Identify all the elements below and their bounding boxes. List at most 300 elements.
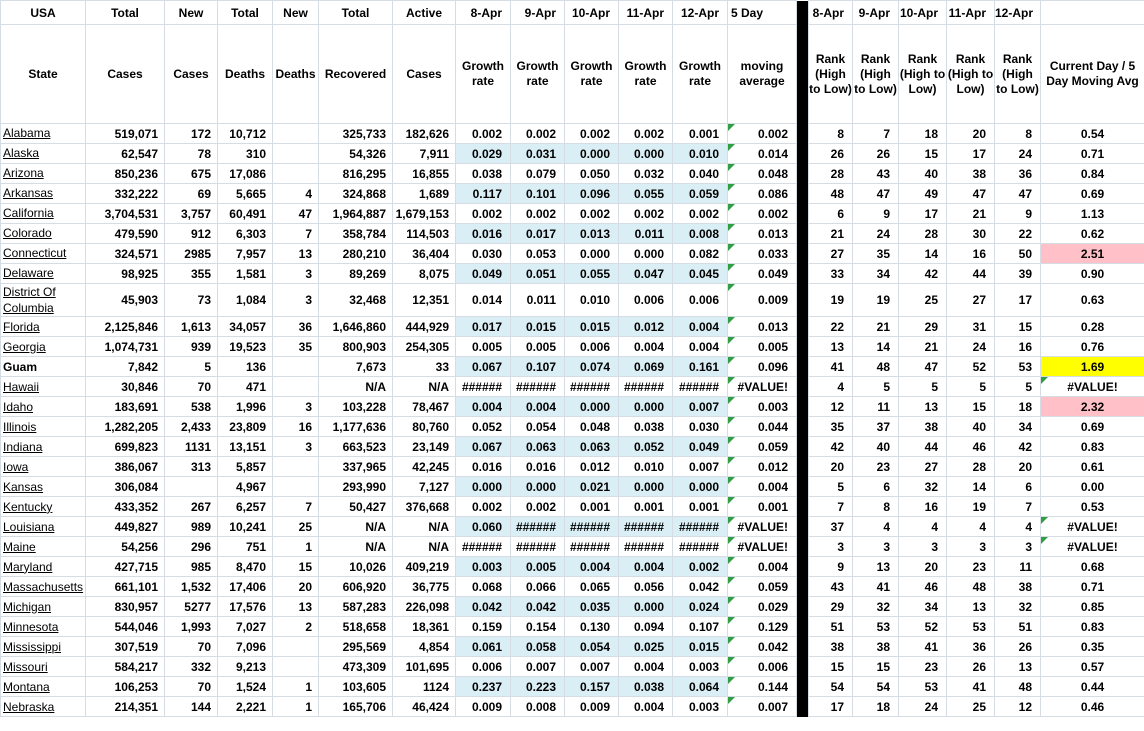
cell-growth-1[interactable]: 0.223 bbox=[511, 677, 565, 697]
cell-growth-2[interactable]: 0.013 bbox=[565, 224, 619, 244]
cell-growth-4[interactable]: 0.049 bbox=[673, 437, 728, 457]
cell-active-cases[interactable]: 12,351 bbox=[393, 284, 456, 317]
header-growth-date-9apr[interactable]: 9-Apr bbox=[511, 1, 565, 25]
header-growth-date-10apr[interactable]: 10-Apr bbox=[565, 1, 619, 25]
cell-moving-avg[interactable]: 0.003 bbox=[728, 397, 797, 417]
cell-growth-4[interactable]: 0.001 bbox=[673, 124, 728, 144]
cell-new-deaths[interactable]: 2 bbox=[273, 617, 319, 637]
cell-total-cases[interactable]: 1,282,205 bbox=[86, 417, 165, 437]
cell-total-deaths[interactable]: 17,576 bbox=[218, 597, 273, 617]
cell-growth-1[interactable]: ###### bbox=[511, 537, 565, 557]
cell-rank-1[interactable]: 11 bbox=[853, 397, 899, 417]
cell-growth-1[interactable]: 0.101 bbox=[511, 184, 565, 204]
cell-rank-0[interactable]: 22 bbox=[809, 317, 853, 337]
cell-state[interactable]: California bbox=[1, 204, 86, 224]
cell-total-cases[interactable]: 332,222 bbox=[86, 184, 165, 204]
cell-growth-4[interactable]: 0.059 bbox=[673, 184, 728, 204]
header-recovered[interactable]: Recovered bbox=[319, 25, 393, 124]
cell-growth-3[interactable]: 0.069 bbox=[619, 357, 673, 377]
cell-rank-3[interactable]: 15 bbox=[947, 397, 995, 417]
cell-recovered[interactable]: N/A bbox=[319, 377, 393, 397]
cell-rank-0[interactable]: 20 bbox=[809, 457, 853, 477]
header-total-deaths[interactable]: Deaths bbox=[218, 25, 273, 124]
cell-new-deaths[interactable] bbox=[273, 477, 319, 497]
cell-new-cases[interactable]: 1,613 bbox=[165, 317, 218, 337]
cell-growth-1[interactable]: 0.066 bbox=[511, 577, 565, 597]
cell-new-cases[interactable]: 2985 bbox=[165, 244, 218, 264]
cell-total-cases[interactable]: 214,351 bbox=[86, 697, 165, 717]
cell-new-deaths[interactable] bbox=[273, 457, 319, 477]
cell-rank-1[interactable]: 37 bbox=[853, 417, 899, 437]
cell-new-deaths[interactable]: 7 bbox=[273, 497, 319, 517]
cell-rank-0[interactable]: 17 bbox=[809, 697, 853, 717]
cell-rank-1[interactable]: 23 bbox=[853, 457, 899, 477]
cell-total-cases[interactable]: 62,547 bbox=[86, 144, 165, 164]
cell-total-cases[interactable]: 307,519 bbox=[86, 637, 165, 657]
cell-moving-avg[interactable]: 0.044 bbox=[728, 417, 797, 437]
cell-rank-3[interactable]: 21 bbox=[947, 204, 995, 224]
header-current-day-ratio[interactable]: Current Day / 5 Day Moving Avg bbox=[1041, 25, 1144, 124]
cell-recovered[interactable]: 50,427 bbox=[319, 497, 393, 517]
header-growth-rate-4[interactable]: Growth rate bbox=[673, 25, 728, 124]
cell-growth-0[interactable]: 0.068 bbox=[456, 577, 511, 597]
cell-new-cases[interactable]: 5 bbox=[165, 357, 218, 377]
cell-new-deaths[interactable]: 35 bbox=[273, 337, 319, 357]
cell-rank-3[interactable]: 26 bbox=[947, 657, 995, 677]
cell-ratio[interactable]: 2.51 bbox=[1041, 244, 1144, 264]
cell-new-cases[interactable]: 5277 bbox=[165, 597, 218, 617]
cell-growth-1[interactable]: 0.079 bbox=[511, 164, 565, 184]
cell-rank-4[interactable]: 26 bbox=[995, 637, 1041, 657]
cell-new-cases[interactable]: 1,993 bbox=[165, 617, 218, 637]
cell-moving-avg[interactable]: 0.004 bbox=[728, 557, 797, 577]
cell-rank-0[interactable]: 21 bbox=[809, 224, 853, 244]
cell-new-deaths[interactable] bbox=[273, 377, 319, 397]
cell-growth-2[interactable]: 0.054 bbox=[565, 637, 619, 657]
cell-active-cases[interactable]: 226,098 bbox=[393, 597, 456, 617]
cell-total-cases[interactable]: 2,125,846 bbox=[86, 317, 165, 337]
cell-new-deaths[interactable]: 16 bbox=[273, 417, 319, 437]
cell-growth-1[interactable]: 0.002 bbox=[511, 497, 565, 517]
cell-total-deaths[interactable]: 2,221 bbox=[218, 697, 273, 717]
cell-growth-0[interactable]: 0.042 bbox=[456, 597, 511, 617]
cell-rank-2[interactable]: 46 bbox=[899, 577, 947, 597]
cell-growth-2[interactable]: 0.130 bbox=[565, 617, 619, 637]
cell-rank-4[interactable]: 39 bbox=[995, 264, 1041, 284]
cell-growth-3[interactable]: 0.006 bbox=[619, 284, 673, 317]
cell-moving-avg[interactable]: 0.007 bbox=[728, 697, 797, 717]
cell-growth-3[interactable]: 0.004 bbox=[619, 657, 673, 677]
cell-active-cases[interactable]: 80,760 bbox=[393, 417, 456, 437]
cell-growth-3[interactable]: 0.004 bbox=[619, 557, 673, 577]
cell-recovered[interactable]: 165,706 bbox=[319, 697, 393, 717]
cell-rank-1[interactable]: 19 bbox=[853, 284, 899, 317]
cell-rank-1[interactable]: 5 bbox=[853, 377, 899, 397]
cell-growth-0[interactable]: 0.030 bbox=[456, 244, 511, 264]
cell-state[interactable]: Minnesota bbox=[1, 617, 86, 637]
cell-total-deaths[interactable]: 471 bbox=[218, 377, 273, 397]
cell-growth-3[interactable]: 0.004 bbox=[619, 697, 673, 717]
cell-rank-3[interactable]: 19 bbox=[947, 497, 995, 517]
cell-new-deaths[interactable] bbox=[273, 124, 319, 144]
cell-rank-2[interactable]: 20 bbox=[899, 557, 947, 577]
cell-new-cases[interactable]: 267 bbox=[165, 497, 218, 517]
cell-growth-3[interactable]: ###### bbox=[619, 517, 673, 537]
cell-growth-3[interactable]: 0.001 bbox=[619, 497, 673, 517]
header-total-cases-top[interactable]: Total bbox=[86, 1, 165, 25]
cell-growth-0[interactable]: 0.067 bbox=[456, 357, 511, 377]
cell-growth-4[interactable]: 0.161 bbox=[673, 357, 728, 377]
cell-growth-0[interactable]: 0.005 bbox=[456, 337, 511, 357]
cell-growth-1[interactable]: 0.016 bbox=[511, 457, 565, 477]
cell-active-cases[interactable]: 376,668 bbox=[393, 497, 456, 517]
cell-rank-3[interactable]: 38 bbox=[947, 164, 995, 184]
cell-active-cases[interactable]: 46,424 bbox=[393, 697, 456, 717]
cell-rank-0[interactable]: 33 bbox=[809, 264, 853, 284]
cell-ratio[interactable]: 0.84 bbox=[1041, 164, 1144, 184]
cell-growth-1[interactable]: 0.107 bbox=[511, 357, 565, 377]
cell-rank-3[interactable]: 14 bbox=[947, 477, 995, 497]
cell-growth-4[interactable]: 0.107 bbox=[673, 617, 728, 637]
cell-active-cases[interactable]: 114,503 bbox=[393, 224, 456, 244]
cell-ratio[interactable]: 0.54 bbox=[1041, 124, 1144, 144]
cell-total-cases[interactable]: 106,253 bbox=[86, 677, 165, 697]
cell-rank-3[interactable]: 17 bbox=[947, 144, 995, 164]
cell-growth-1[interactable]: 0.008 bbox=[511, 697, 565, 717]
cell-growth-3[interactable]: 0.000 bbox=[619, 397, 673, 417]
cell-growth-2[interactable]: 0.000 bbox=[565, 244, 619, 264]
cell-state[interactable]: Hawaii bbox=[1, 377, 86, 397]
cell-rank-2[interactable]: 5 bbox=[899, 377, 947, 397]
cell-growth-1[interactable]: 0.031 bbox=[511, 144, 565, 164]
cell-total-deaths[interactable]: 1,084 bbox=[218, 284, 273, 317]
header-growth-rate-1[interactable]: Growth rate bbox=[511, 25, 565, 124]
cell-growth-0[interactable]: 0.067 bbox=[456, 437, 511, 457]
cell-rank-4[interactable]: 5 bbox=[995, 377, 1041, 397]
cell-growth-4[interactable]: ###### bbox=[673, 537, 728, 557]
cell-rank-2[interactable]: 3 bbox=[899, 537, 947, 557]
cell-rank-0[interactable]: 8 bbox=[809, 124, 853, 144]
header-new-cases-top[interactable]: New bbox=[165, 1, 218, 25]
cell-growth-0[interactable]: 0.000 bbox=[456, 477, 511, 497]
cell-recovered[interactable]: 89,269 bbox=[319, 264, 393, 284]
cell-ratio[interactable]: 0.90 bbox=[1041, 264, 1144, 284]
cell-moving-avg[interactable]: #VALUE! bbox=[728, 517, 797, 537]
cell-rank-2[interactable]: 4 bbox=[899, 517, 947, 537]
cell-ratio[interactable]: #VALUE! bbox=[1041, 537, 1144, 557]
cell-moving-avg[interactable]: 0.013 bbox=[728, 317, 797, 337]
cell-rank-2[interactable]: 42 bbox=[899, 264, 947, 284]
cell-growth-4[interactable]: 0.004 bbox=[673, 337, 728, 357]
cell-growth-4[interactable]: 0.015 bbox=[673, 637, 728, 657]
cell-new-deaths[interactable] bbox=[273, 357, 319, 377]
cell-rank-1[interactable]: 15 bbox=[853, 657, 899, 677]
cell-growth-4[interactable]: 0.004 bbox=[673, 317, 728, 337]
cell-rank-4[interactable]: 24 bbox=[995, 144, 1041, 164]
cell-growth-1[interactable]: 0.042 bbox=[511, 597, 565, 617]
cell-active-cases[interactable]: 33 bbox=[393, 357, 456, 377]
cell-state[interactable]: Alaska bbox=[1, 144, 86, 164]
cell-growth-4[interactable]: 0.010 bbox=[673, 144, 728, 164]
cell-rank-0[interactable]: 12 bbox=[809, 397, 853, 417]
cell-growth-1[interactable]: 0.058 bbox=[511, 637, 565, 657]
cell-rank-1[interactable]: 4 bbox=[853, 517, 899, 537]
cell-rank-4[interactable]: 34 bbox=[995, 417, 1041, 437]
cell-new-cases[interactable]: 912 bbox=[165, 224, 218, 244]
cell-rank-2[interactable]: 47 bbox=[899, 357, 947, 377]
cell-new-deaths[interactable]: 1 bbox=[273, 537, 319, 557]
cell-rank-3[interactable]: 30 bbox=[947, 224, 995, 244]
cell-rank-2[interactable]: 18 bbox=[899, 124, 947, 144]
cell-total-cases[interactable]: 386,067 bbox=[86, 457, 165, 477]
header-usa[interactable]: USA bbox=[1, 1, 86, 25]
cell-rank-0[interactable]: 27 bbox=[809, 244, 853, 264]
cell-rank-3[interactable]: 47 bbox=[947, 184, 995, 204]
cell-total-deaths[interactable]: 10,241 bbox=[218, 517, 273, 537]
cell-moving-avg[interactable]: 0.086 bbox=[728, 184, 797, 204]
cell-growth-4[interactable]: 0.030 bbox=[673, 417, 728, 437]
cell-new-cases[interactable]: 73 bbox=[165, 284, 218, 317]
cell-active-cases[interactable]: N/A bbox=[393, 517, 456, 537]
header-rank-0[interactable]: Rank (High to Low) bbox=[809, 25, 853, 124]
cell-state[interactable]: Nebraska bbox=[1, 697, 86, 717]
cell-total-cases[interactable]: 306,084 bbox=[86, 477, 165, 497]
cell-rank-4[interactable]: 48 bbox=[995, 677, 1041, 697]
cell-active-cases[interactable]: 1,689 bbox=[393, 184, 456, 204]
cell-new-cases[interactable]: 1,532 bbox=[165, 577, 218, 597]
cell-rank-2[interactable]: 13 bbox=[899, 397, 947, 417]
header-total-deaths-top[interactable]: Total bbox=[218, 1, 273, 25]
cell-ratio[interactable]: 0.71 bbox=[1041, 577, 1144, 597]
cell-active-cases[interactable]: 254,305 bbox=[393, 337, 456, 357]
header-rank-date-8apr[interactable]: 8-Apr bbox=[809, 1, 853, 25]
cell-rank-3[interactable]: 20 bbox=[947, 124, 995, 144]
cell-rank-0[interactable]: 43 bbox=[809, 577, 853, 597]
cell-growth-0[interactable]: 0.014 bbox=[456, 284, 511, 317]
cell-rank-2[interactable]: 23 bbox=[899, 657, 947, 677]
cell-rank-4[interactable]: 32 bbox=[995, 597, 1041, 617]
header-5day-top[interactable]: 5 Day bbox=[728, 1, 797, 25]
cell-state[interactable]: Idaho bbox=[1, 397, 86, 417]
cell-active-cases[interactable]: 36,775 bbox=[393, 577, 456, 597]
cell-growth-2[interactable]: 0.096 bbox=[565, 184, 619, 204]
cell-rank-3[interactable]: 46 bbox=[947, 437, 995, 457]
cell-ratio[interactable]: #VALUE! bbox=[1041, 517, 1144, 537]
cell-growth-4[interactable]: ###### bbox=[673, 517, 728, 537]
cell-total-deaths[interactable]: 19,523 bbox=[218, 337, 273, 357]
cell-rank-3[interactable]: 44 bbox=[947, 264, 995, 284]
cell-rank-0[interactable]: 26 bbox=[809, 144, 853, 164]
header-ratio-top-empty[interactable] bbox=[1041, 1, 1144, 25]
cell-growth-4[interactable]: 0.006 bbox=[673, 284, 728, 317]
cell-recovered[interactable]: 324,868 bbox=[319, 184, 393, 204]
cell-recovered[interactable]: 1,964,887 bbox=[319, 204, 393, 224]
cell-growth-2[interactable]: 0.000 bbox=[565, 144, 619, 164]
cell-rank-3[interactable]: 52 bbox=[947, 357, 995, 377]
cell-rank-4[interactable]: 12 bbox=[995, 697, 1041, 717]
cell-rank-0[interactable]: 51 bbox=[809, 617, 853, 637]
cell-rank-2[interactable]: 14 bbox=[899, 244, 947, 264]
cell-active-cases[interactable]: N/A bbox=[393, 537, 456, 557]
cell-total-deaths[interactable]: 9,213 bbox=[218, 657, 273, 677]
cell-growth-2[interactable]: 0.063 bbox=[565, 437, 619, 457]
cell-ratio[interactable]: 0.46 bbox=[1041, 697, 1144, 717]
cell-growth-4[interactable]: 0.082 bbox=[673, 244, 728, 264]
cell-growth-0[interactable]: 0.038 bbox=[456, 164, 511, 184]
cell-rank-4[interactable]: 4 bbox=[995, 517, 1041, 537]
cell-active-cases[interactable]: 1,679,153 bbox=[393, 204, 456, 224]
cell-total-cases[interactable]: 324,571 bbox=[86, 244, 165, 264]
cell-growth-0[interactable]: 0.237 bbox=[456, 677, 511, 697]
cell-rank-2[interactable]: 21 bbox=[899, 337, 947, 357]
cell-growth-2[interactable]: 0.007 bbox=[565, 657, 619, 677]
cell-rank-1[interactable]: 3 bbox=[853, 537, 899, 557]
cell-active-cases[interactable]: 7,911 bbox=[393, 144, 456, 164]
cell-growth-3[interactable]: ###### bbox=[619, 377, 673, 397]
cell-rank-4[interactable]: 38 bbox=[995, 577, 1041, 597]
cell-growth-2[interactable]: 0.055 bbox=[565, 264, 619, 284]
cell-rank-1[interactable]: 41 bbox=[853, 577, 899, 597]
cell-rank-2[interactable]: 27 bbox=[899, 457, 947, 477]
cell-growth-4[interactable]: 0.040 bbox=[673, 164, 728, 184]
cell-moving-avg[interactable]: 0.009 bbox=[728, 284, 797, 317]
cell-state[interactable]: Michigan bbox=[1, 597, 86, 617]
cell-rank-1[interactable]: 47 bbox=[853, 184, 899, 204]
cell-state[interactable]: Massachusetts bbox=[1, 577, 86, 597]
cell-new-cases[interactable]: 70 bbox=[165, 377, 218, 397]
cell-growth-0[interactable]: 0.009 bbox=[456, 697, 511, 717]
cell-new-cases[interactable]: 78 bbox=[165, 144, 218, 164]
cell-growth-1[interactable]: 0.015 bbox=[511, 317, 565, 337]
cell-moving-avg[interactable]: 0.049 bbox=[728, 264, 797, 284]
cell-total-cases[interactable]: 850,236 bbox=[86, 164, 165, 184]
cell-recovered[interactable]: 32,468 bbox=[319, 284, 393, 317]
cell-rank-1[interactable]: 38 bbox=[853, 637, 899, 657]
cell-rank-2[interactable]: 29 bbox=[899, 317, 947, 337]
cell-rank-1[interactable]: 26 bbox=[853, 144, 899, 164]
cell-growth-0[interactable]: 0.017 bbox=[456, 317, 511, 337]
cell-recovered[interactable]: 54,326 bbox=[319, 144, 393, 164]
cell-growth-3[interactable]: 0.032 bbox=[619, 164, 673, 184]
cell-new-cases[interactable]: 538 bbox=[165, 397, 218, 417]
cell-growth-3[interactable]: 0.000 bbox=[619, 144, 673, 164]
cell-recovered[interactable]: N/A bbox=[319, 517, 393, 537]
cell-ratio[interactable]: #VALUE! bbox=[1041, 377, 1144, 397]
cell-rank-0[interactable]: 5 bbox=[809, 477, 853, 497]
cell-growth-3[interactable]: 0.052 bbox=[619, 437, 673, 457]
cell-new-deaths[interactable] bbox=[273, 657, 319, 677]
cell-rank-1[interactable]: 48 bbox=[853, 357, 899, 377]
cell-moving-avg[interactable]: 0.006 bbox=[728, 657, 797, 677]
cell-rank-3[interactable]: 25 bbox=[947, 697, 995, 717]
cell-ratio[interactable]: 0.63 bbox=[1041, 284, 1144, 317]
cell-rank-4[interactable]: 7 bbox=[995, 497, 1041, 517]
cell-growth-1[interactable]: 0.004 bbox=[511, 397, 565, 417]
cell-state[interactable]: Maryland bbox=[1, 557, 86, 577]
cell-rank-2[interactable]: 17 bbox=[899, 204, 947, 224]
cell-total-deaths[interactable]: 1,581 bbox=[218, 264, 273, 284]
cell-state[interactable]: Kentucky bbox=[1, 497, 86, 517]
cell-growth-0[interactable]: 0.117 bbox=[456, 184, 511, 204]
cell-new-deaths[interactable]: 3 bbox=[273, 284, 319, 317]
cell-growth-4[interactable]: 0.064 bbox=[673, 677, 728, 697]
cell-total-cases[interactable]: 45,903 bbox=[86, 284, 165, 317]
cell-growth-2[interactable]: 0.035 bbox=[565, 597, 619, 617]
cell-ratio[interactable]: 1.69 bbox=[1041, 357, 1144, 377]
cell-rank-2[interactable]: 24 bbox=[899, 697, 947, 717]
cell-rank-0[interactable]: 48 bbox=[809, 184, 853, 204]
cell-rank-4[interactable]: 51 bbox=[995, 617, 1041, 637]
cell-growth-2[interactable]: 0.015 bbox=[565, 317, 619, 337]
header-growth-date-8apr[interactable]: 8-Apr bbox=[456, 1, 511, 25]
cell-ratio[interactable]: 0.28 bbox=[1041, 317, 1144, 337]
cell-ratio[interactable]: 0.35 bbox=[1041, 637, 1144, 657]
cell-growth-2[interactable]: 0.002 bbox=[565, 204, 619, 224]
cell-new-deaths[interactable]: 20 bbox=[273, 577, 319, 597]
cell-rank-3[interactable]: 53 bbox=[947, 617, 995, 637]
cell-new-deaths[interactable] bbox=[273, 637, 319, 657]
cell-growth-3[interactable]: 0.000 bbox=[619, 244, 673, 264]
cell-total-deaths[interactable]: 10,712 bbox=[218, 124, 273, 144]
cell-total-cases[interactable]: 98,925 bbox=[86, 264, 165, 284]
cell-total-cases[interactable]: 584,217 bbox=[86, 657, 165, 677]
cell-growth-0[interactable]: ###### bbox=[456, 537, 511, 557]
cell-rank-4[interactable]: 16 bbox=[995, 337, 1041, 357]
cell-moving-avg[interactable]: #VALUE! bbox=[728, 377, 797, 397]
cell-recovered[interactable]: 337,965 bbox=[319, 457, 393, 477]
cell-rank-0[interactable]: 28 bbox=[809, 164, 853, 184]
cell-recovered[interactable]: 7,673 bbox=[319, 357, 393, 377]
cell-new-deaths[interactable]: 36 bbox=[273, 317, 319, 337]
cell-rank-1[interactable]: 9 bbox=[853, 204, 899, 224]
header-rank-date-12apr[interactable]: 12-Apr bbox=[995, 1, 1041, 25]
cell-total-cases[interactable]: 30,846 bbox=[86, 377, 165, 397]
cell-rank-1[interactable]: 53 bbox=[853, 617, 899, 637]
cell-new-deaths[interactable] bbox=[273, 144, 319, 164]
cell-rank-3[interactable]: 40 bbox=[947, 417, 995, 437]
cell-total-deaths[interactable]: 6,257 bbox=[218, 497, 273, 517]
cell-state[interactable]: Kansas bbox=[1, 477, 86, 497]
cell-growth-0[interactable]: 0.029 bbox=[456, 144, 511, 164]
cell-growth-2[interactable]: 0.021 bbox=[565, 477, 619, 497]
cell-rank-4[interactable]: 22 bbox=[995, 224, 1041, 244]
cell-growth-2[interactable]: 0.000 bbox=[565, 397, 619, 417]
cell-active-cases[interactable]: N/A bbox=[393, 377, 456, 397]
cell-growth-2[interactable]: 0.009 bbox=[565, 697, 619, 717]
cell-moving-avg[interactable]: 0.005 bbox=[728, 337, 797, 357]
cell-total-cases[interactable]: 433,352 bbox=[86, 497, 165, 517]
cell-ratio[interactable]: 0.61 bbox=[1041, 457, 1144, 477]
cell-rank-4[interactable]: 53 bbox=[995, 357, 1041, 377]
header-active-cases[interactable]: Cases bbox=[393, 25, 456, 124]
cell-rank-4[interactable]: 36 bbox=[995, 164, 1041, 184]
cell-recovered[interactable]: 663,523 bbox=[319, 437, 393, 457]
cell-recovered[interactable]: 587,283 bbox=[319, 597, 393, 617]
cell-rank-4[interactable]: 42 bbox=[995, 437, 1041, 457]
cell-growth-0[interactable]: ###### bbox=[456, 377, 511, 397]
cell-rank-0[interactable]: 42 bbox=[809, 437, 853, 457]
cell-rank-4[interactable]: 3 bbox=[995, 537, 1041, 557]
cell-new-cases[interactable]: 144 bbox=[165, 697, 218, 717]
header-new-deaths-top[interactable]: New bbox=[273, 1, 319, 25]
cell-growth-4[interactable]: 0.024 bbox=[673, 597, 728, 617]
cell-recovered[interactable]: 103,228 bbox=[319, 397, 393, 417]
cell-growth-2[interactable]: ###### bbox=[565, 537, 619, 557]
cell-new-deaths[interactable]: 3 bbox=[273, 397, 319, 417]
cell-new-cases[interactable]: 70 bbox=[165, 677, 218, 697]
cell-total-cases[interactable]: 519,071 bbox=[86, 124, 165, 144]
cell-rank-1[interactable]: 35 bbox=[853, 244, 899, 264]
